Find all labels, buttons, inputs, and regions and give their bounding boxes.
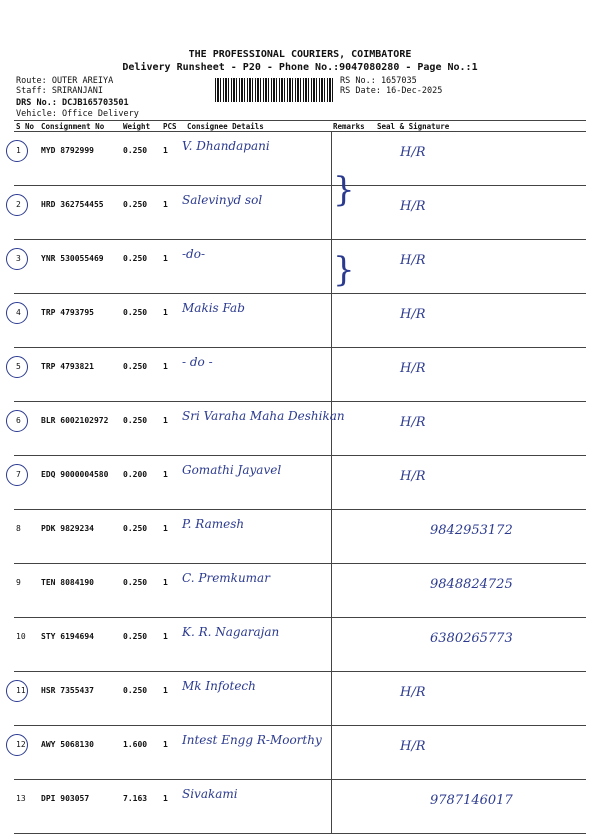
cell-pcs: 1 <box>161 726 185 780</box>
cell-pcs: 1 <box>161 564 185 618</box>
cell-pcs: 1 <box>161 348 185 402</box>
cell-sno: 12 <box>14 726 39 780</box>
brace-mark: } <box>333 170 355 210</box>
cell-remarks <box>331 456 375 510</box>
cell-sno: 7 <box>14 456 39 510</box>
col-consignee: Consignee Details <box>185 121 331 132</box>
signature-mark: H/R <box>400 415 426 430</box>
table-row <box>14 456 586 510</box>
barcode-image <box>215 78 335 102</box>
circle-mark <box>6 302 28 324</box>
cell-consignment-no: MYD 8792999 <box>39 132 121 186</box>
cell-consignment-no: HSR 7355437 <box>39 672 121 726</box>
table-row <box>14 132 586 186</box>
cell-sno: 4 <box>14 294 39 348</box>
cell-weight: 0.250 <box>121 402 161 456</box>
handwritten-consignee: -do- <box>182 247 206 261</box>
signature-mark: H/R <box>400 253 426 268</box>
cell-weight: 0.250 <box>121 510 161 564</box>
cell-sno: 13 <box>14 780 39 834</box>
cell-remarks <box>331 618 375 672</box>
cell-consignment-no: TRP 4793821 <box>39 348 121 402</box>
circle-mark <box>6 410 28 432</box>
cell-consignment-no: HRD 362754455 <box>39 186 121 240</box>
handwritten-consignee: C. Premkumar <box>182 571 270 585</box>
signature-mark: H/R <box>400 199 426 214</box>
cell-consignment-no: BLR 6002102972 <box>39 402 121 456</box>
handwritten-consignee: Intest Engg R-Moorthy <box>182 733 322 747</box>
table-row <box>14 294 586 348</box>
col-sno: S No <box>14 121 39 132</box>
cell-weight: 0.250 <box>121 186 161 240</box>
cell-consignment-no: TEN 8084190 <box>39 564 121 618</box>
cell-consignment-no: STY 6194694 <box>39 618 121 672</box>
handwritten-consignee: K. R. Nagarajan <box>182 625 280 639</box>
circle-mark <box>6 140 28 162</box>
signature-mark: 9842953172 <box>430 523 513 538</box>
vehicle-text: Vehicle: Office Delivery <box>16 109 139 119</box>
col-seal: Seal & Signature <box>375 121 586 132</box>
cell-pcs: 1 <box>161 510 185 564</box>
cell-consignment-no: AWY 5068130 <box>39 726 121 780</box>
cell-sno: 10 <box>14 618 39 672</box>
cell-weight: 0.250 <box>121 240 161 294</box>
runsheet-title: Delivery Runsheet - P20 - Phone No.:9047080280 - Page No.:1 <box>122 62 478 73</box>
col-pcs: PCS <box>161 121 185 132</box>
cell-pcs: 1 <box>161 186 185 240</box>
cell-weight: 0.250 <box>121 618 161 672</box>
table-header-row <box>14 121 586 132</box>
cell-weight: 0.250 <box>121 672 161 726</box>
cell-remarks <box>331 348 375 402</box>
cell-remarks <box>331 780 375 834</box>
table-row <box>14 240 586 294</box>
cell-consignee-details <box>185 240 331 294</box>
cell-weight: 0.250 <box>121 348 161 402</box>
cell-pcs: 1 <box>161 780 185 834</box>
brace-mark: } <box>333 250 355 290</box>
handwritten-consignee: P. Ramesh <box>182 517 245 531</box>
company-title: THE PROFESSIONAL COURIERS, COIMBATORE <box>188 49 412 60</box>
table-row <box>14 348 586 402</box>
col-weight: Weight <box>121 121 161 132</box>
cell-consignment-no: DPI 903057 <box>39 780 121 834</box>
table-row <box>14 186 586 240</box>
cell-sno: 6 <box>14 402 39 456</box>
cell-remarks <box>331 294 375 348</box>
cell-sno: 2 <box>14 186 39 240</box>
signature-mark: H/R <box>400 685 426 700</box>
handwritten-consignee: Sivakami <box>182 787 238 801</box>
cell-weight: 7.163 <box>121 780 161 834</box>
handwritten-consignee: Makis Fab <box>182 301 245 315</box>
cell-pcs: 1 <box>161 456 185 510</box>
cell-remarks <box>331 726 375 780</box>
handwritten-consignee: Gomathi Jayavel <box>182 463 282 477</box>
circle-mark <box>6 680 28 702</box>
cell-weight: 0.250 <box>121 564 161 618</box>
signature-mark: H/R <box>400 307 426 322</box>
handwritten-consignee: Salevinyd sol <box>182 193 263 207</box>
cell-pcs: 1 <box>161 618 185 672</box>
staff-text: Staff: SRIRANJANI <box>16 86 103 96</box>
signature-mark: 9787146017 <box>430 793 513 808</box>
cell-sno: 1 <box>14 132 39 186</box>
cell-remarks <box>331 564 375 618</box>
cell-sno: 3 <box>14 240 39 294</box>
cell-consignment-no: YNR 530055469 <box>39 240 121 294</box>
cell-consignment-no: EDQ 9000004580 <box>39 456 121 510</box>
signature-mark: H/R <box>400 145 426 160</box>
signature-mark: 9848824725 <box>430 577 513 592</box>
handwritten-consignee: V. Dhandapani <box>182 139 270 153</box>
cell-sno: 5 <box>14 348 39 402</box>
drs-text: DRS No.: DCJB165703501 <box>16 98 129 108</box>
table-row <box>14 672 586 726</box>
cell-remarks <box>331 672 375 726</box>
signature-mark: H/R <box>400 469 426 484</box>
cell-consignment-no: TRP 4793795 <box>39 294 121 348</box>
cell-consignment-no: PDK 9829234 <box>39 510 121 564</box>
circle-mark <box>6 248 28 270</box>
cell-sno: 8 <box>14 510 39 564</box>
signature-mark: H/R <box>400 361 426 376</box>
rs-no-text: RS No.: 1657035 <box>340 76 417 86</box>
cell-pcs: 1 <box>161 240 185 294</box>
circle-mark <box>6 464 28 486</box>
rs-date-text: RS Date: 16-Dec-2025 <box>340 86 443 96</box>
signature-mark: 6380265773 <box>430 631 513 646</box>
col-remarks: Remarks <box>331 121 375 132</box>
cell-sno: 9 <box>14 564 39 618</box>
cell-sno: 11 <box>14 672 39 726</box>
handwritten-consignee: - do - <box>182 355 213 369</box>
cell-pcs: 1 <box>161 294 185 348</box>
cell-pcs: 1 <box>161 132 185 186</box>
route-text: Route: OUTER AREIYA <box>16 76 114 86</box>
handwritten-consignee: Sri Varaha Maha Deshikan <box>182 409 345 423</box>
circle-mark <box>6 734 28 756</box>
cell-weight: 1.600 <box>121 726 161 780</box>
cell-weight: 0.250 <box>121 132 161 186</box>
cell-remarks <box>331 510 375 564</box>
handwritten-consignee: Mk Infotech <box>182 679 256 693</box>
cell-weight: 0.250 <box>121 294 161 348</box>
cell-pcs: 1 <box>161 402 185 456</box>
cell-weight: 0.200 <box>121 456 161 510</box>
cell-pcs: 1 <box>161 672 185 726</box>
col-consignment: Consignment No <box>39 121 121 132</box>
signature-mark: H/R <box>400 739 426 754</box>
circle-mark <box>6 194 28 216</box>
circle-mark <box>6 356 28 378</box>
runsheet-table <box>14 120 586 834</box>
